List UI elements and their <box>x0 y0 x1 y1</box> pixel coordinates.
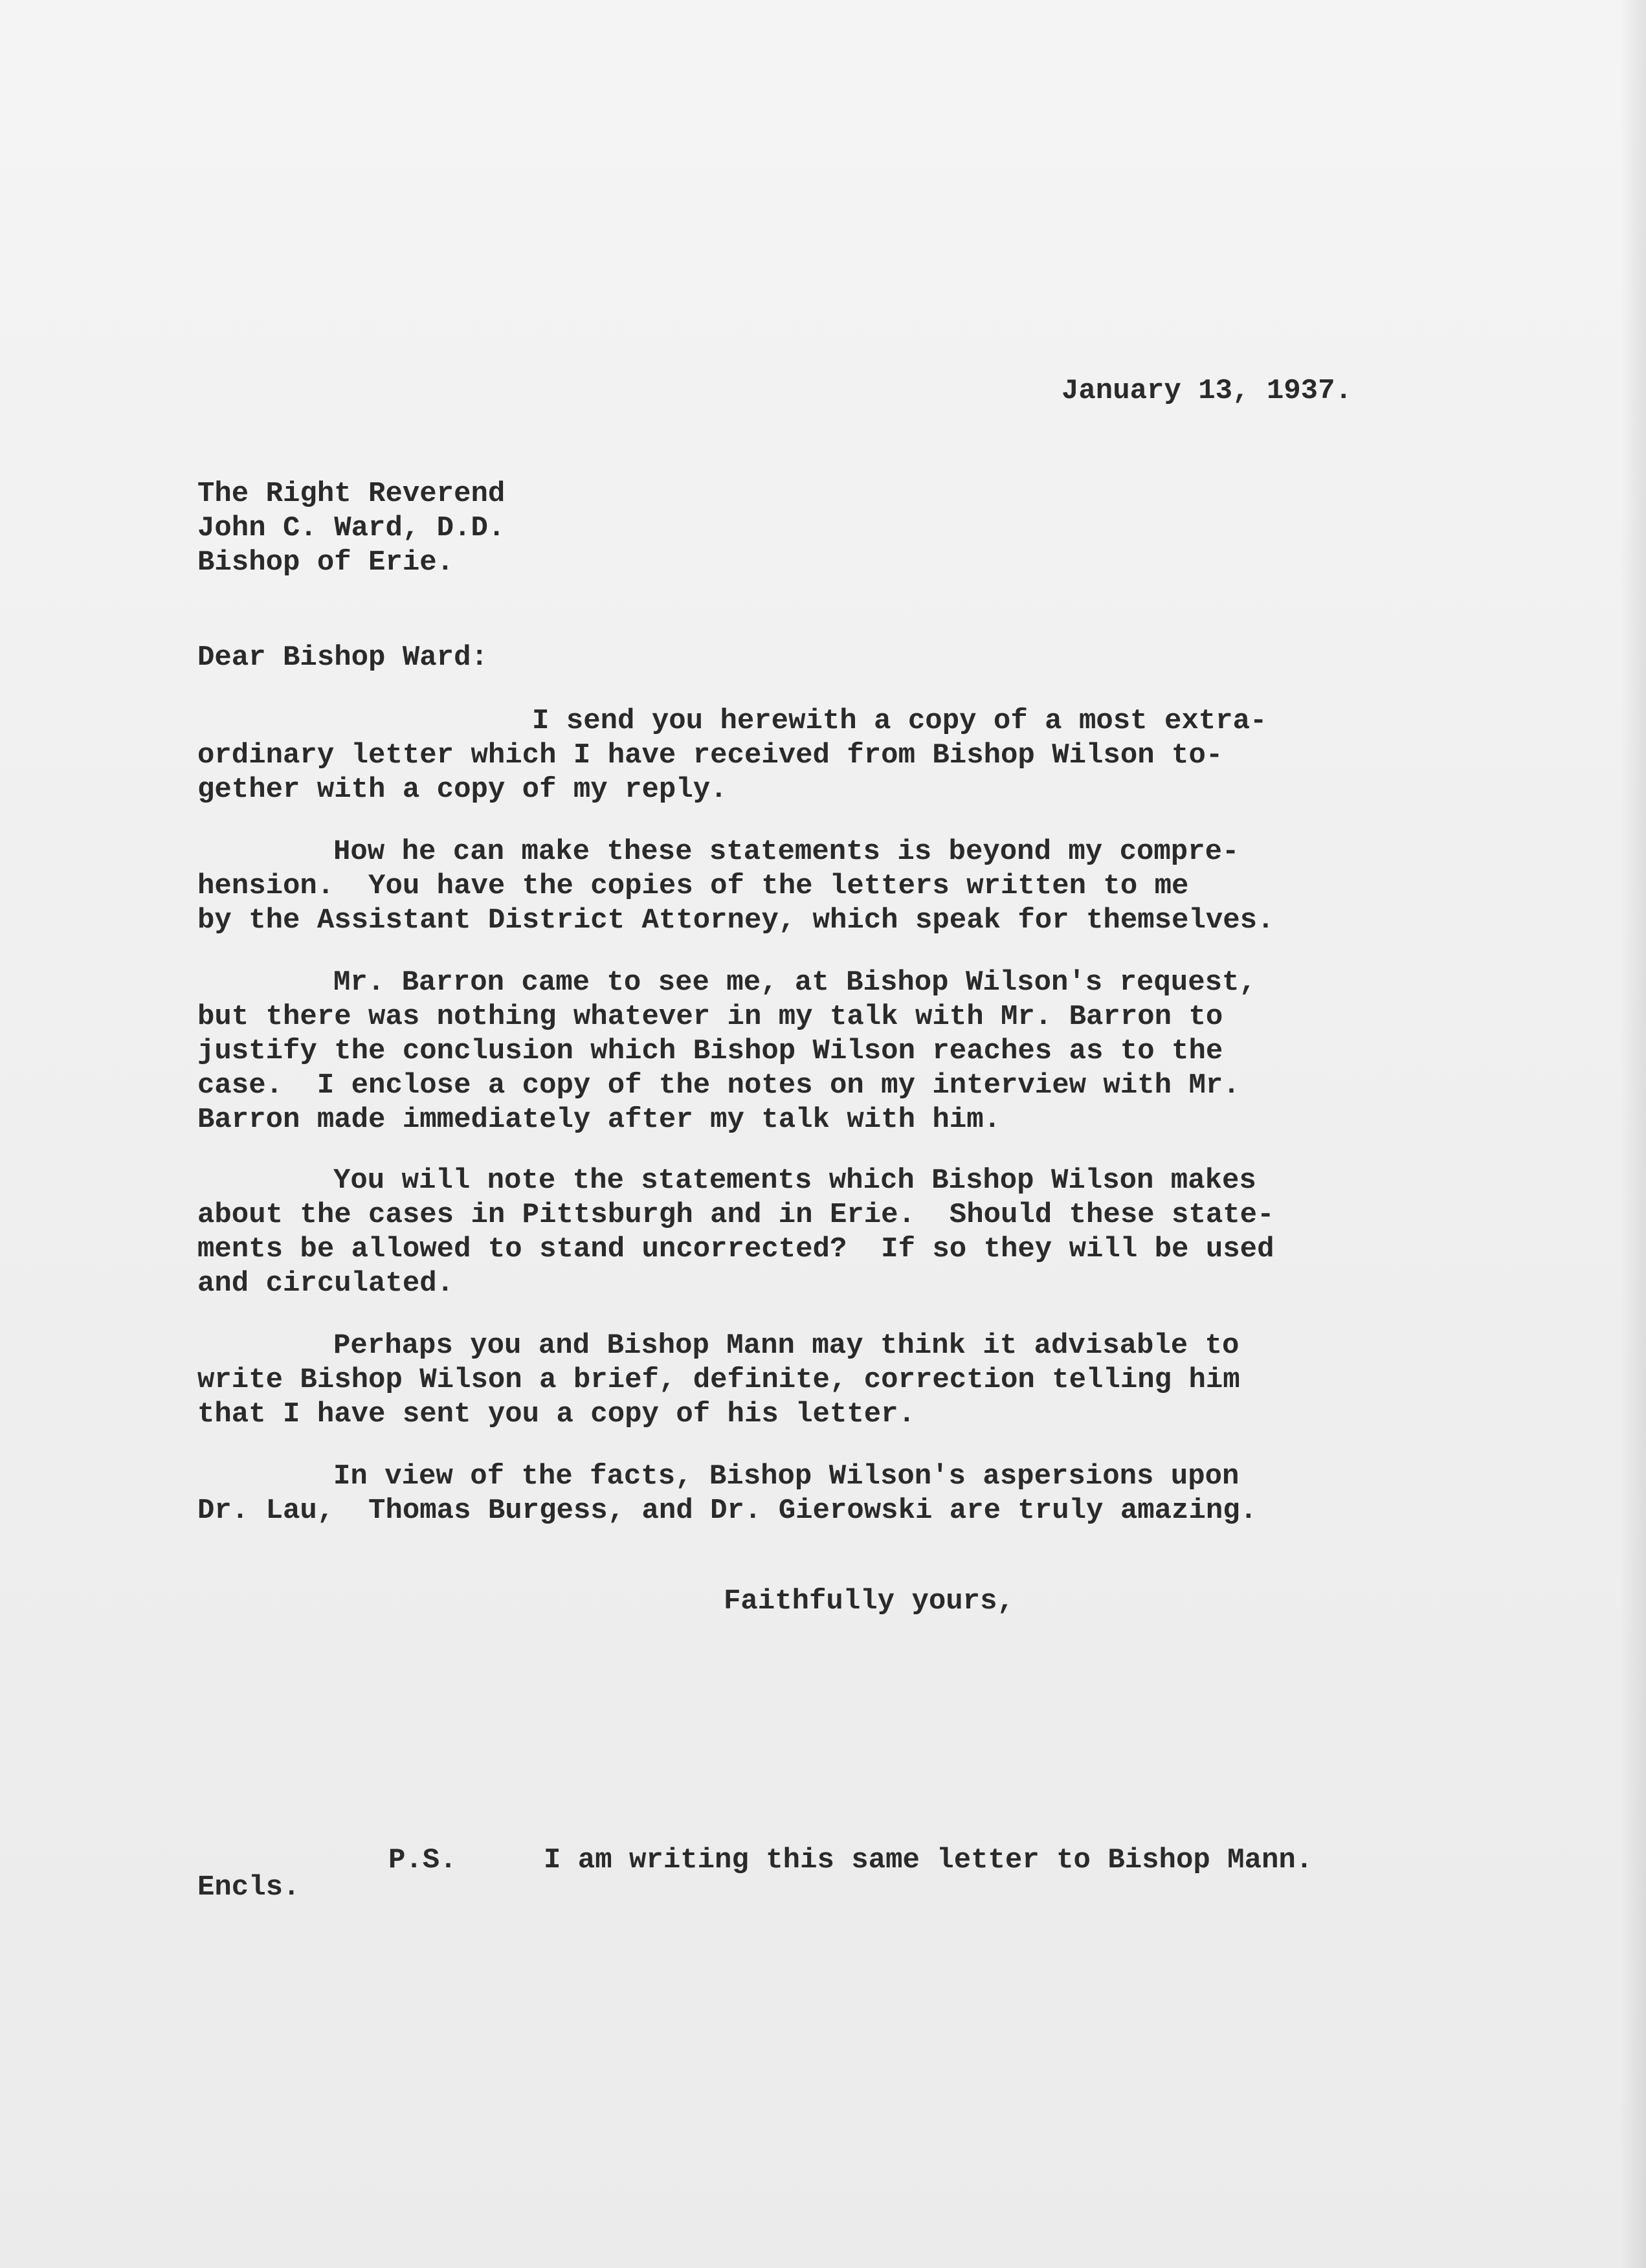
body-line: ordinary letter which I have received from Bishop Wilson to- <box>197 739 1223 772</box>
body-line: that I have sent you a copy of his letter. <box>197 1398 915 1430</box>
body-line: Perhaps you and Bishop Mann may think it advisable to <box>333 1329 1240 1362</box>
body-line: gether with a copy of my reply. <box>197 773 728 806</box>
body-line: write Bishop Wilson a brief, definite, correction telling him <box>197 1364 1240 1396</box>
recipient-line: John C. Ward, D.D. <box>197 512 506 544</box>
body-line: and circulated. <box>197 1267 454 1300</box>
scan-edge-shadow <box>1620 0 1646 2268</box>
recipient-line: Bishop of Erie. <box>197 546 454 579</box>
body-line: Dr. Lau, Thomas Burgess, and Dr. Gierowski are truly amazing. <box>197 1495 1258 1527</box>
body-line: about the cases in Pittsburgh and in Erie. Should these state- <box>197 1199 1274 1231</box>
postscript-label: P.S. <box>388 1844 457 1876</box>
body-line: Mr. Barron came to see me, at Bishop Wilson's request, <box>333 966 1256 999</box>
body-line: by the Assistant District Attorney, which speak for themselves. <box>197 904 1274 937</box>
body-line: Barron made immediately after my talk with him. <box>197 1104 1001 1136</box>
body-line: ments be allowed to stand uncorrected? If so they will be used <box>197 1233 1274 1265</box>
closing: Faithfully yours, <box>724 1585 1014 1618</box>
body-line: In view of the facts, Bishop Wilson's aspersions upon <box>333 1460 1240 1493</box>
body-line: justify the conclusion which Bishop Wilson reaches as to the <box>197 1035 1223 1067</box>
body-line: hension. You have the copies of the letters written to me <box>197 870 1189 902</box>
body-line: I send you herewith a copy of a most extra- <box>532 705 1267 737</box>
body-line: but there was nothing whatever in my talk with Mr. Barron to <box>197 1001 1223 1033</box>
enclosures-note: Encls. <box>197 1871 300 1904</box>
postscript-text: I am writing this same letter to Bishop Mann. <box>544 1844 1313 1876</box>
body-line: How he can make these statements is beyond my compre- <box>333 836 1240 868</box>
salutation: Dear Bishop Ward: <box>197 641 488 674</box>
body-line: case. I enclose a copy of the notes on my interview with Mr. <box>197 1069 1240 1102</box>
recipient-line: The Right Reverend <box>197 478 506 510</box>
body-line: You will note the statements which Bishop Wilson makes <box>333 1164 1256 1197</box>
letter-date: January 13, 1937. <box>1062 375 1352 407</box>
